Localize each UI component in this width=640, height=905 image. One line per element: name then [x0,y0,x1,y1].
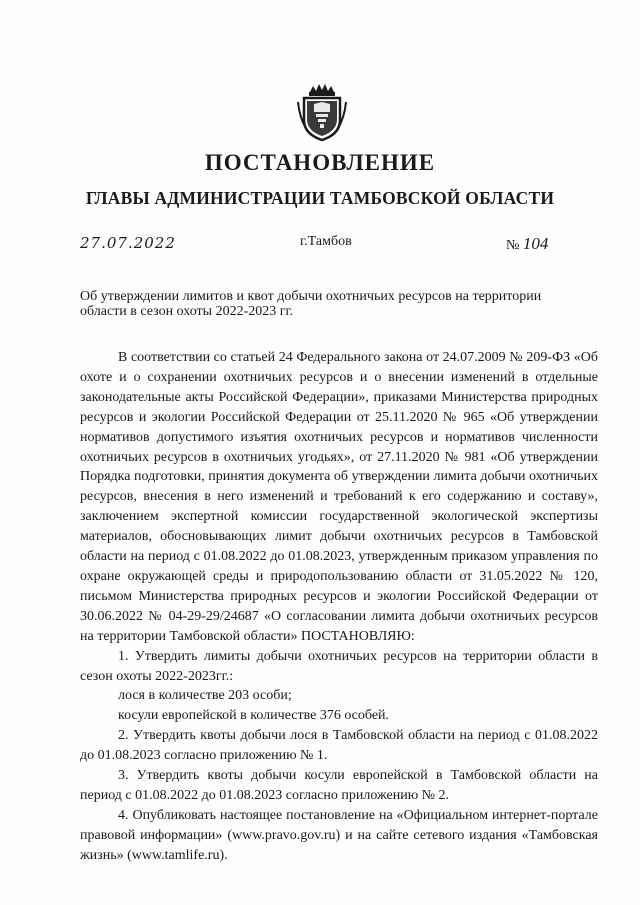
item-3: 3. Утвердить квоты добычи косули европейской в Тамбовской области на период с 01.08.2022 до 01.08.2023 согласно приложению № 2. [80,768,598,803]
item-2: 2. Утвердить квоты добычи лося в Тамбовской области на период с 01.08.2022 до 01.08.2023 согласно приложению № 1. [80,728,598,764]
document-body [80,348,598,866]
document-number [506,234,548,254]
number-prefix: № [506,238,520,253]
document-subtitle: ГЛАВЫ АДМИНИСТРАЦИИ ТАМБОВСКОЙ ОБЛАСТИ [85,188,555,208]
item-1: 1. Утвердить лимиты добычи охотничьих ресурсов на территории области в сезон охоты 2022-2023гг.: [80,648,598,684]
item-1-moose: лося в количестве 203 особи; [118,688,292,704]
item-1-roe-deer: косули европейской в количестве 376 особей. [118,708,390,724]
coat-of-arms-icon [296,82,348,142]
document-title: ПОСТАНОВЛЕНИЕ [204,150,436,175]
document-city: г.Тамбов [300,234,352,249]
document-subject: Об утверждении лимитов и квот добычи охотничьих ресурсов на территории области в сезон охоты 2022-2023 гг. [80,289,542,319]
document-date: 27.07.2022 [80,234,176,252]
item-4: 4. Опубликовать настоящее постановление на «Официальном интернет-портале правовой информации» (www.pravo.gov.ru) и на сайте сетевого издания «Тамбовская жизнь» (www.tamlife.ru). [80,807,598,863]
preamble-paragraph: В соответствии со статьей 24 Федерального закона от 24.07.2009 № 209-ФЗ «Об охоте и о сохранении охотничьих ресурсов и о внесении изменений в отдельные законодательные акты Российской Федерации», приказами Министерства природных ресурсов и экологии Российской Федерации от 25.11.2020 № 965 «Об утверждении нормативов допустимого изъятия охотничьих ресурсов и нормативов численности охотничьих ресурсов в охотничьих угодьях», от 27.11.2020 № 981 «Об утверждении Порядка подготовки, принятия документа об утверждении лимита добычи охотничьих ресурсов, внесения в него изменений и требований к его содержанию и составу», заключением экспертной комиссии государственной экологической экспертизы материалов, обосновывающих лимит добычи охотничьих ресурсов в Тамбовской области на период с 01.08.2022 до 01.08.2023, утвержденным приказом управления по охране окружающей среды и природопользованию области от 31.05.2022 № 120, письмом Министерства природных ресурсов и экологии Российской Федерации от 30.06.2022 № 04-29-29/24687 «О согласовании лимита добычи охотничьих ресурсов на территории Тамбовской области» ПОСТАНОВЛЯЮ: [80,350,598,644]
number-value: 104 [522,234,549,253]
